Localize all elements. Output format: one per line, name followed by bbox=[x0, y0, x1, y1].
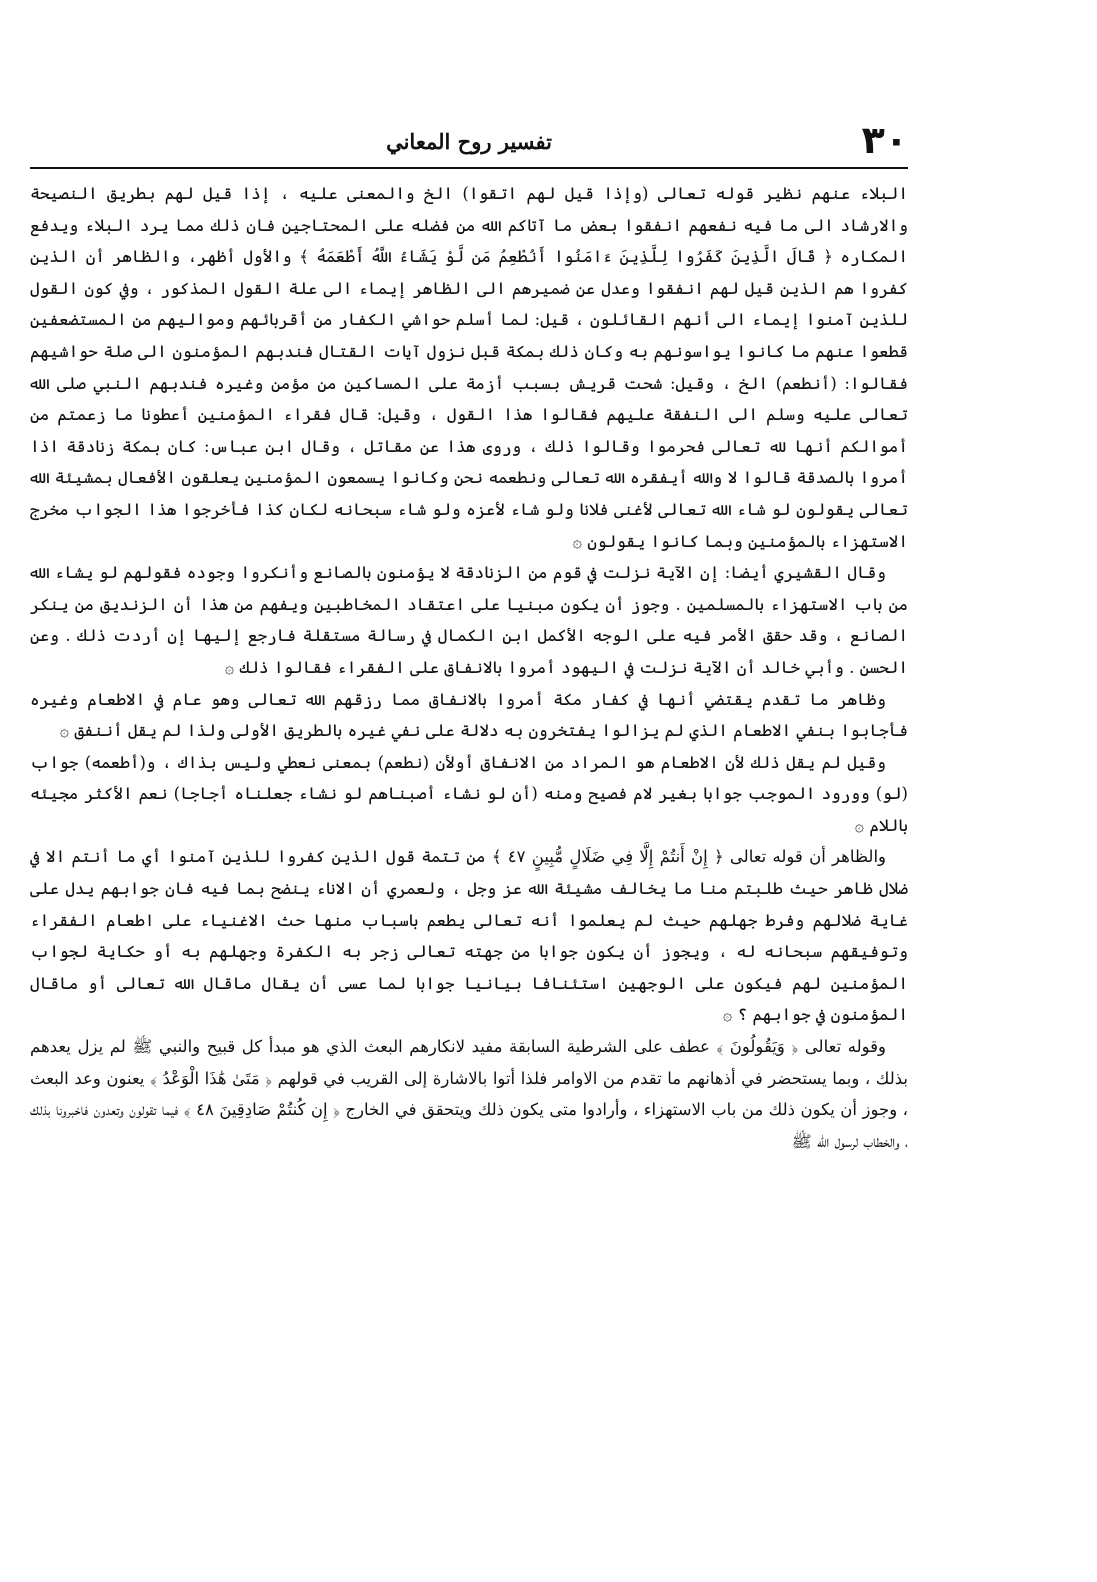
paragraph-3: وظاهر ما تقدم يقتضي أنها في كفار مكة أمروا بالانفاق مما رزقهم الله تعالى وهو عام في الاطعام وغيره فأجابوا بنفي الاطعام الذي لم يزالوا يفتخرون به دلالة على نفي غيره بالطريق الأولى ولذا لم يقل أننفق ۞ bbox=[30, 689, 908, 741]
running-title: تفسير روح المعاني bbox=[386, 129, 552, 154]
paragraph-4: وقيل لم يقل ذلك لأن الاطعام هو المراد من الانفاق أولأن (نطعم) بمعنى نعطي وليس بذاك ، و(أطعمه) جواب (لو) وورود الموجب جوابا بغير لام فصيح ومنه (أن لو نشاء أصبناهم لو نشاء جعلناه أجاجا) نعم الأكثر مجيئه باللام ۞ bbox=[30, 752, 908, 835]
paragraph-2: وقال القشيري أيضا: إن الآية نزلت في قوم من الزنادقة لا يؤمنون بالصانع وأنكروا وجوده فقولهم لو يشاء الله من باب الاستهزاء بالمسلمين . وجوز أن يكون مبنيا على اعتقاد المخاطبين ويفهم من هذا أن الزنديق من ينكر الصانع ، وقد حقق الأمر فيه على الوجه الأكمل ابن الكمال في رسالة مستقلة فارجع إليها إن أردت ذلك . وعن الحسن . وأبي خالد أن الآية نزلت في اليهود أمروا بالانفاق على الفقراء فقالوا ذلك ۞ bbox=[30, 563, 908, 677]
paragraph-6: وقوله تعالى ﴿ وَيَقُولُونَ ﴾ عطف على الشرطية السابقة مفيد لانكارهم البعث الذي هو مبدأ كل قبيح والنبي ﷺ لم يزل يعدهم بذلك ، وبما يستحضر في أذهانهم ما تقدم من الاوامر فلذا أتوا بالاشارة إلى القريب في قولهم ﴿ مَتَىٰ هَٰذَا الْوَعْدُ ﴾ يعنون وعد البعث ، وجوز أن يكون ذلك من باب الاستهزاء ، وأرادوا متى يكون ذلك ويتحقق في الخارج ﴿ إِن كُنتُمْ صَادِقِينَ ٤٨ ﴾ فيما تقولون وتعدون فاخبرونا بذلك ، والخطاب لرسول الله ﷺ bbox=[30, 1037, 908, 1151]
page-header bbox=[30, 118, 908, 166]
header-rule bbox=[30, 167, 908, 169]
paragraph-5: والظاهر أن قوله تعالى ﴿ إِنْ أَنتُمْ إِلَّا فِي ضَلَالٍ مُّبِينٍ ٤٧ ﴾ من تتمة قول الذين كفروا للذين آمنوا أي ما أنتم الا في ضلال ظاهر حيث طلبتم منا ما يخالف مشيئة الله عز وجل ، ولعمري أن الاناء ينضح بما فيه فان جوابهم يدل على غاية ضلالهم وفرط جهلهم حيث لم يعلموا أنه تعالى يطعم باسباب منها حث الاغنياء على اطعام الفقراء وتوفيقهم سبحانه له ، ويجوز أن يكون جوابا من جهته تعالى زجر به الكفرة وجهلهم به أو حكاية لجواب المؤمنين لهم فيكون على الوجهين استئنافا بيانيا جوابا لما عسى أن يقال ماقال الله تعالى أو ماقال المؤمنون في جوابهم ؟ ۞ bbox=[30, 847, 908, 1025]
page-number: ٣٠ bbox=[861, 118, 908, 162]
paragraph-1: البلاء عنهم نظير قوله تعالى (وإذا قيل لهم اتقوا) الخ والمعنى عليه ، إذا قيل لهم بطريق النصيحة والارشاد الى ما فيه نفعهم انفقوا بعض ما آتاكم الله من فضله على المحتاجين فان ذلك مما يرد البلاء ويدفع المكاره ﴿ قَالَ الَّذِينَ كَفَرُوا لِلَّذِينَ ءَامَنُوا أَنُطْعِمُ مَن لَّوْ يَشَاءُ اللَّهُ أَطْعَمَهُ ﴾ والأول أظهر، والظاهر أن الذين كفروا هم الذين قيل لهم انفقوا وعدل عن ضميرهم الى الظاهر إيماء الى علة القول المذكور ، وفي كون القول للذين آمنوا إيماء الى أنهم القائلون ، قيل: لما أسلم حواشي الكفار من أقربائهم ومواليهم من المستضعفين قطعوا عنهم ما كانوا يواسونهم به وكان ذلك بمكة قبل نزول آيات القتال فندبهم المؤمنون الى صلة حواشيهم فقالوا: (أنطعم) الخ ، وقيل: شحت قريش بسبب أزمة على المساكين من مؤمن وغيره فندبهم النبي صلى الله تعالى عليه وسلم الى النفقة عليهم فقالوا هذا القول ، وقيل: قال فقراء المؤمنين أعطونا ما زعمتم من أموالكم أنها لله تعالى فحرموا وقالوا ذلك ، وروى هذا عن مقاتل ، وقال ابن عباس: كان بمكة زنادقة اذا أمروا بالصدقة قالوا لا والله أيفقره الله تعالى ونطعمه نحن وكانوا يسمعون المؤمنين يعلقون الأفعال بمشيئة الله تعالى يقولون لو شاء الله تعالى لأغنى فلانا ولو شاء لأعزه ولو شاء سبحانه لكان كذا فأخرجوا هذا الجواب مخرج الاستهزاء بالمؤمنين وبما كانوا يقولون ۞ bbox=[30, 184, 908, 551]
body-text bbox=[30, 178, 908, 1157]
